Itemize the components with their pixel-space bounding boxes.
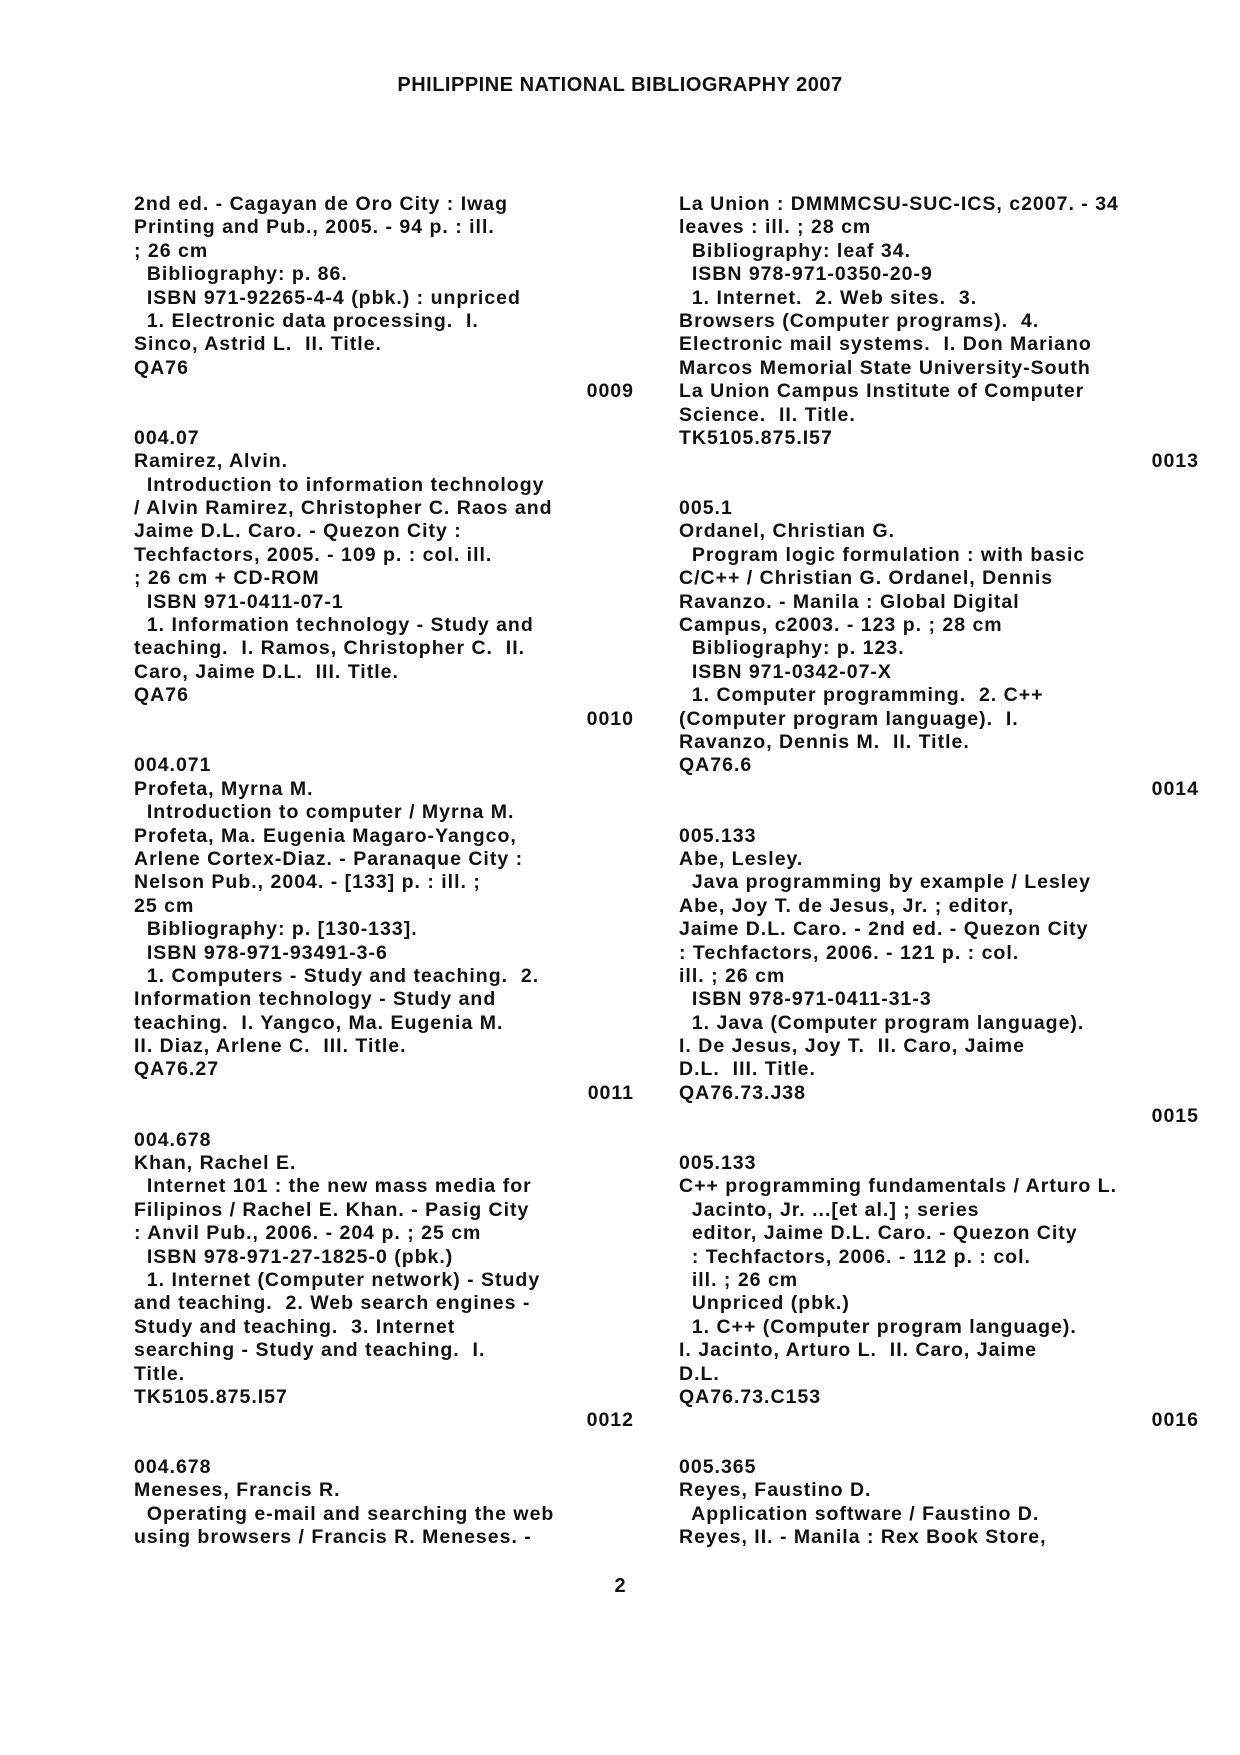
entry-line: : Techfactors, 2006. - 121 p. : col.	[679, 941, 1020, 964]
blank-line	[679, 1129, 1199, 1152]
entry-line: Operating e-mail and searching the web	[134, 1502, 555, 1525]
entry-line: Marcos Memorial State University-South	[679, 356, 1091, 379]
entry-line: 004.678	[134, 1456, 212, 1479]
entry-line: D.L.	[679, 1362, 720, 1385]
entry-line: Jaime D.L. Caro. - Quezon City :	[134, 520, 462, 543]
entry-line: C/C++ / Christian G. Ordanel, Dennis	[679, 567, 1054, 590]
entry-line: ill. ; 26 cm	[679, 964, 786, 987]
blank-line	[134, 1105, 634, 1128]
entry-line: Introduction to computer / Myrna M.	[134, 801, 515, 824]
entry-line: 1. Computer programming. 2. C++	[679, 684, 1044, 707]
entry-line: 1. Java (Computer program language).	[679, 1011, 1085, 1034]
entry-line: (Computer program language). I.	[679, 707, 1019, 730]
entry-line: Information technology - Study and	[134, 988, 497, 1011]
entry-line: Ordanel, Christian G.	[679, 520, 896, 543]
entry-line: ISBN 971-92265-4-4 (pbk.) : unpriced	[134, 286, 521, 309]
entry-line: Abe, Joy T. de Jesus, Jr. ; editor,	[679, 894, 1015, 917]
entry-line: 004.07	[134, 426, 200, 449]
entry-line: Bibliography: p. [130-133].	[134, 918, 418, 941]
entry-line: QA76	[134, 684, 189, 707]
entry-line: 005.133	[679, 824, 757, 847]
entry-line: Abe, Lesley.	[679, 847, 804, 870]
entry-line: Profeta, Myrna M.	[134, 777, 314, 800]
entry-line: Program logic formulation : with basic	[679, 543, 1086, 566]
blank-line	[134, 404, 634, 427]
entry-number: 0014	[1151, 777, 1199, 800]
entry-line: Electronic mail systems. I. Don Mariano	[679, 333, 1092, 356]
page-number: 2	[614, 1575, 626, 1597]
entry-line: Jacinto, Jr. ...[et al.] ; series	[679, 1198, 980, 1221]
blank-line	[134, 1433, 634, 1456]
entry-line: Khan, Rachel E.	[134, 1152, 297, 1175]
blank-line	[679, 1433, 1199, 1456]
entry-line: QA76	[134, 356, 189, 379]
entry-line: 005.1	[679, 497, 733, 520]
entry-line: Unpriced (pbk.)	[679, 1292, 850, 1315]
entry-line: La Union : DMMMCSU-SUC-ICS, c2007. - 34	[679, 193, 1119, 215]
entry-line: Sinco, Astrid L. II. Title.	[134, 333, 382, 356]
entry-line: Introduction to information technology	[134, 473, 545, 496]
entry-line: 1. C++ (Computer program language).	[679, 1315, 1077, 1338]
entry-line: and teaching. 2. Web search engines -	[134, 1292, 531, 1315]
entry-line: QA76.6	[679, 754, 753, 777]
entry-line: using browsers / Francis R. Meneses. -	[134, 1526, 532, 1549]
entry-line: ; 26 cm	[134, 239, 209, 262]
entry-line: 004.071	[134, 754, 212, 777]
entry-line: 1. Information technology - Study and	[134, 614, 534, 637]
entry-line: 1. Electronic data processing. I.	[134, 309, 479, 332]
entry-line: Printing and Pub., 2005. - 94 p. : ill.	[134, 216, 495, 239]
entry-line: Filipinos / Rachel E. Khan. - Pasig City	[134, 1198, 530, 1221]
entry-number: 0012	[586, 1409, 634, 1432]
entry-line: Meneses, Francis R.	[134, 1479, 341, 1502]
entry-line: Ravanzo. - Manila : Global Digital	[679, 590, 1020, 613]
entry-number: 0016	[1151, 1409, 1199, 1432]
entry-line: 004.678	[134, 1128, 212, 1151]
left-column	[134, 193, 634, 1550]
entry-line: Ravanzo, Dennis M. II. Title.	[679, 730, 970, 753]
blank-line	[679, 801, 1199, 824]
entry-line: 1. Computers - Study and teaching. 2.	[134, 964, 540, 987]
blank-line	[134, 731, 634, 754]
entry-line: ISBN 971-0411-07-1	[134, 590, 344, 613]
entry-line: QA76.73.J38	[679, 1081, 807, 1104]
entry-line: leaves : ill. ; 28 cm	[679, 216, 872, 239]
entry-line: La Union Campus Institute of Computer	[679, 380, 1085, 403]
entry-line: Arlene Cortex-Diaz. - Paranaque City :	[134, 847, 524, 870]
entry-line: : Anvil Pub., 2006. - 204 p. ; 25 cm	[134, 1222, 482, 1245]
entry-line: Jaime D.L. Caro. - 2nd ed. - Quezon City	[679, 918, 1089, 941]
entry-line: I. De Jesus, Joy T. II. Caro, Jaime	[679, 1035, 1025, 1058]
entry-line: D.L. III. Title.	[679, 1058, 816, 1081]
entry-line: Application software / Faustino D.	[679, 1502, 1040, 1525]
entry-line: Nelson Pub., 2004. - [133] p. : ill. ;	[134, 871, 481, 894]
entry-line: ill. ; 26 cm	[679, 1268, 799, 1291]
entry-line: Bibliography: p. 86.	[134, 263, 348, 286]
entry-line: searching - Study and teaching. I.	[134, 1339, 486, 1362]
entry-number: 0013	[1151, 450, 1199, 473]
entry-line: Techfactors, 2005. - 109 p. : col. ill.	[134, 543, 493, 566]
entry-line: editor, Jaime D.L. Caro. - Quezon City	[679, 1222, 1078, 1245]
entry-line: Campus, c2003. - 123 p. ; 28 cm	[679, 614, 1003, 637]
entry-line: teaching. I. Yangco, Ma. Eugenia M.	[134, 1011, 504, 1034]
entry-line: Bibliography: leaf 34.	[679, 239, 912, 262]
page-header: PHILIPPINE NATIONAL BIBLIOGRAPHY 2007	[397, 74, 843, 96]
entry-line: Java programming by example / Lesley	[679, 871, 1091, 894]
entry-line: Caro, Jaime D.L. III. Title.	[134, 660, 399, 683]
entry-line: 1. Internet. 2. Web sites. 3.	[679, 286, 978, 309]
entry-line: Ramirez, Alvin.	[134, 450, 289, 473]
right-column	[679, 193, 1199, 1550]
entry-line: Science. II. Title.	[679, 403, 856, 426]
blank-line	[679, 474, 1199, 497]
entry-number: 0015	[1151, 1105, 1199, 1128]
entry-line: Title.	[134, 1362, 186, 1385]
entry-line: TK5105.875.I57	[679, 426, 833, 449]
entry-line: / Alvin Ramirez, Christopher C. Raos and	[134, 497, 553, 520]
entry-line: ISBN 978-971-93491-3-6	[134, 941, 388, 964]
entry-line: 25 cm	[134, 894, 195, 917]
entry-line: Study and teaching. 3. Internet	[134, 1315, 456, 1338]
entry-line: teaching. I. Ramos, Christopher C. II.	[134, 637, 526, 660]
entry-line: QA76.27	[134, 1058, 220, 1081]
entry-line: : Techfactors, 2006. - 112 p. : col.	[679, 1245, 1031, 1268]
entry-line: 1. Internet (Computer network) - Study	[134, 1268, 541, 1291]
entry-line: ISBN 971-0342-07-X	[679, 660, 892, 683]
entry-line: ISBN 978-971-27-1825-0 (pbk.)	[134, 1245, 454, 1268]
entry-line: 005.133	[679, 1152, 757, 1175]
entry-line: QA76.73.C153	[679, 1385, 822, 1408]
entry-line: I. Jacinto, Arturo L. II. Caro, Jaime	[679, 1339, 1038, 1362]
entry-line: Reyes, II. - Manila : Rex Book Store,	[679, 1526, 1047, 1549]
entry-number: 0009	[586, 380, 634, 403]
entry-line: ISBN 978-971-0411-31-3	[679, 988, 932, 1011]
entry-line: Profeta, Ma. Eugenia Magaro-Yangco,	[134, 824, 517, 847]
entry-line: Reyes, Faustino D.	[679, 1479, 872, 1502]
entry-line: Internet 101 : the new mass media for	[134, 1175, 532, 1198]
entry-line: Browsers (Computer programs). 4.	[679, 309, 1040, 332]
entry-line: Bibliography: p. 123.	[679, 637, 905, 660]
entry-line: 005.365	[679, 1456, 757, 1479]
entry-line: C++ programming fundamentals / Arturo L.	[679, 1175, 1117, 1198]
entry-line: 2nd ed. - Cagayan de Oro City : Iwag	[134, 193, 509, 215]
entry-number: 0010	[586, 707, 634, 730]
entry-line: II. Diaz, Arlene C. III. Title.	[134, 1035, 407, 1058]
entry-number: 0011	[587, 1081, 634, 1104]
entry-line: TK5105.875.I57	[134, 1385, 288, 1408]
entry-line: ISBN 978-971-0350-20-9	[679, 263, 933, 286]
entry-line: ; 26 cm + CD-ROM	[134, 567, 320, 590]
